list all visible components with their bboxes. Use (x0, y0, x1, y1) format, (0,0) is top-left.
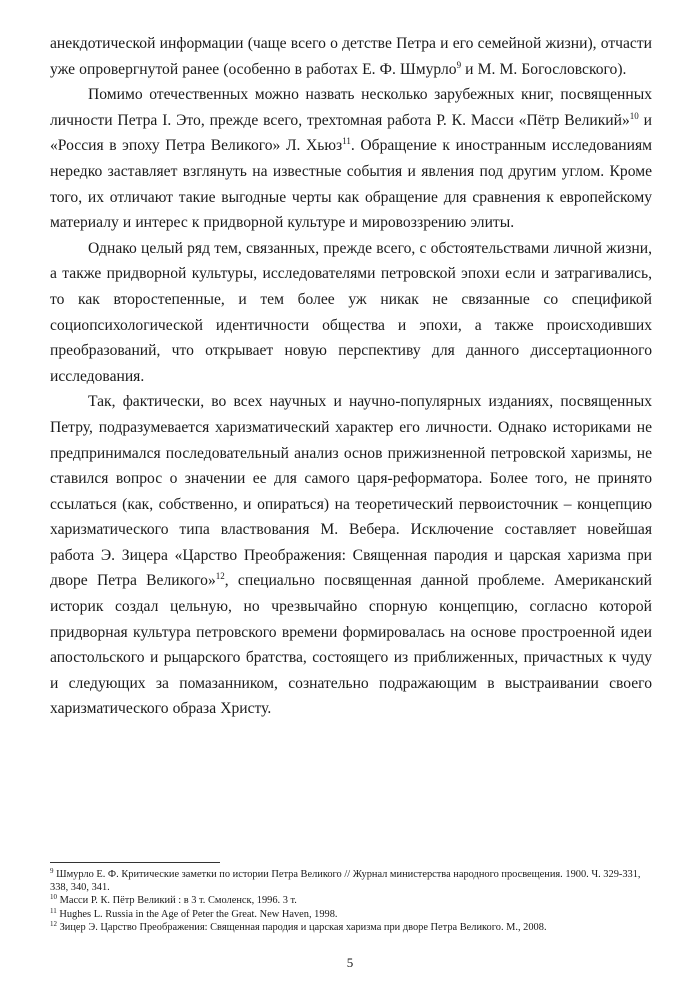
paragraph-2: Помимо отечественных можно назвать несколько зарубежных книг, посвященных личности Петра I. Это, прежде всего, трехтомная работа Р. К. Масси «Пётр Великий»$^{10}$ и «Россия в эпоху Петра Великого» Л. Хьюз$^{11}$. Обращение к иностранным исследованиям нередко заставляет взглянуть на известные события и явления под другим углом. Кроме того, их отличают такие выгодные черты как обращение для сравнения к европейскому материалу и интерес к придворной культуре и мировоззрению элиты. (50, 86, 652, 232)
paragraph-4: Так, фактически, во всех научных и научно-популярных изданиях, посвященных Петру, подразумевается харизматический характер его личности. Однако историками не предпринимался последовательный анализ основ прижизненной петровской харизмы, не ставился вопрос о значении ее для самого царя-реформатора. Более того, не принято ссылаться (как, собственно, и опираться) на теоретический первоисточник – концепцию харизматического типа властвования М. Вебера. Исключение составляет новейшая работа Э. Зицера «Царство Преображения: Священная пародия и царская харизма при дворе Петра Великого»$^{12}$, специально посвященная данной проблеме. Американский историк создал цельную, но чрезвычайно спорную концепцию, согласно которой придворная культура петровского времени формировалась на основе простроенной идеи апостольского и рыцарского братства, состоящего из приближенных, причастных к чуду и следующих за помазанником, сознательно подражающим в выстраивании своего харизматического образа Христу. (50, 393, 652, 718)
footnote-ref-12[interactable]: 12 (215, 571, 225, 582)
footnote-divider (50, 862, 220, 863)
page-number: 5 (346, 955, 354, 970)
footnote-12: $^{12}$ Зицер Э. Царство Преображения: Священная пародия и царская харизма при дворе Петра Великого. М., 2008. (50, 919, 547, 933)
footnotes (50, 862, 652, 934)
footnote-11: $^{11}$ Hughes L. Russia in the Age of Peter the Great. New Haven, 1998. (50, 906, 338, 920)
footnote-10: $^{10}$ Масси Р. К. Пётр Великий : в 3 т. Смоленск, 1996. 3 т. (50, 893, 297, 907)
footnote-ref-9[interactable]: 9 (456, 59, 462, 70)
paragraph-3: Однако целый ряд тем, связанных, прежде всего, с обстоятельствами личной жизни, а также придворной культуры, исследователями петровской эпохи если и затрагивались, то как второстепенные, и тем более уж никак не связанные со спецификой социопсихологической идентичности общества и эпохи, а также происходивших преобразований, что открывает новую перспективу для данного диссертационного исследования. (50, 239, 652, 385)
paragraph-1: анекдотической информации (чаще всего о детстве Петра и его семейной жизни), отчасти уже опровергнутой ранее (особенно в работах Е. Ф. Шмурло$^9$ и М. М. Богословского). (50, 35, 652, 78)
footnote-ref-11[interactable]: 11 (342, 136, 351, 147)
footnote-9: $^9$ Шмурло Е. Ф. Критические заметки по истории Петра Великого // Журнал министерства народного просвещения. 1900. Ч. 329-331, 338, 340, 341. (50, 867, 641, 894)
main-text (50, 31, 652, 722)
footnote-ref-10[interactable]: 10 (629, 110, 639, 121)
